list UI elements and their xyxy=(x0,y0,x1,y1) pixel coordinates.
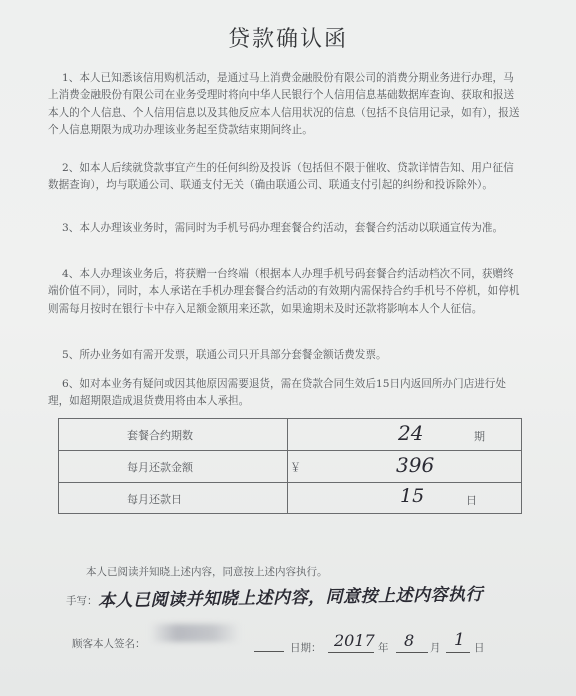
consent-statement: 本人已阅读并知晓上述内容，同意按上述内容执行。 xyxy=(86,566,328,578)
handwritten-value: 396 xyxy=(396,453,435,477)
clause-3: 3、本人办理该业务时，需同时为手机号码办理套餐合约活动，套餐合约活动以联通宣传为准。 xyxy=(62,222,504,234)
date-year: 2017 xyxy=(334,631,375,650)
table-row-monthly-amount xyxy=(59,451,521,483)
date-year-unit: 年 xyxy=(378,642,389,654)
row-label: 套餐合约期数 xyxy=(127,429,193,442)
currency-symbol: ￥ xyxy=(290,461,301,474)
clause-6: 6、如对本业务有疑问或因其他原因需要退货，需在贷款合同生效后15日内返回所办门店进行处理，如超期限造成退货费用将由本人承担。 xyxy=(48,378,506,408)
row-unit: 期 xyxy=(474,430,485,443)
row-label: 每月还款日 xyxy=(127,493,182,506)
table-row-term-count xyxy=(59,419,521,451)
clause-4: 4、本人办理该业务后，将获赠一台终端（根据本人办理手机号码套餐合约活动档次不同，获赠终端价值不同），同时，本人承诺在手机办理套餐合约活动的有效期内需保持合约手机号不停机，如停机则需每月按时在银行卡中存入足额金额用来还款，如果逾期未及时还款将影响本人个人征信。 xyxy=(48,268,520,315)
date-day-unit: 日 xyxy=(474,642,485,654)
table-row-repayment-day xyxy=(59,483,521,514)
handwritten-consent: 本人已阅读并知晓上述内容，同意按上述内容执行 xyxy=(97,584,484,612)
clause-1: 1、本人已知悉该信用购机活动，是通过马上消费金融股份有限公司的消费分期业务进行办理，马上消费金融股份有限公司在业务受理时将向中华人民银行个人信用信息基础数据库查询、获取和报送本人的个人信息、个人信用信息以及其他反应本人信用状况的信息（包括不良信用记录，如有），报送个人信息期限为成功办理该业务起至贷款结束期间终止。 xyxy=(48,72,520,136)
date-day: 1 xyxy=(454,630,465,650)
handwritten-value: 24 xyxy=(398,421,424,445)
loan-terms-table xyxy=(58,418,522,514)
row-unit: 日 xyxy=(466,494,477,507)
date-label: 日期： xyxy=(290,642,322,654)
clause-5: 5、所办业务如有需开发票，联通公司只开具部分套餐金额话费发票。 xyxy=(62,349,387,361)
document-title: 贷款确认函 xyxy=(227,27,348,52)
handwritten-label: 手写： xyxy=(66,595,98,607)
clause-2: 2、如本人后续就贷款事宜产生的任何纠纷及投诉（包括但不限于催收、贷款详情告知、用户征信数据查询），均与联通公司、联通支付无关（确由联通公司、联通支付引起的纠纷和投诉除外）。 xyxy=(48,162,514,192)
signature-label: 顾客本人签名： xyxy=(72,638,146,650)
row-label: 每月还款金额 xyxy=(127,461,193,474)
redacted-signature xyxy=(150,624,240,642)
date-month: 8 xyxy=(404,631,415,650)
date-month-unit: 月 xyxy=(430,642,441,654)
handwritten-value: 15 xyxy=(400,485,425,507)
